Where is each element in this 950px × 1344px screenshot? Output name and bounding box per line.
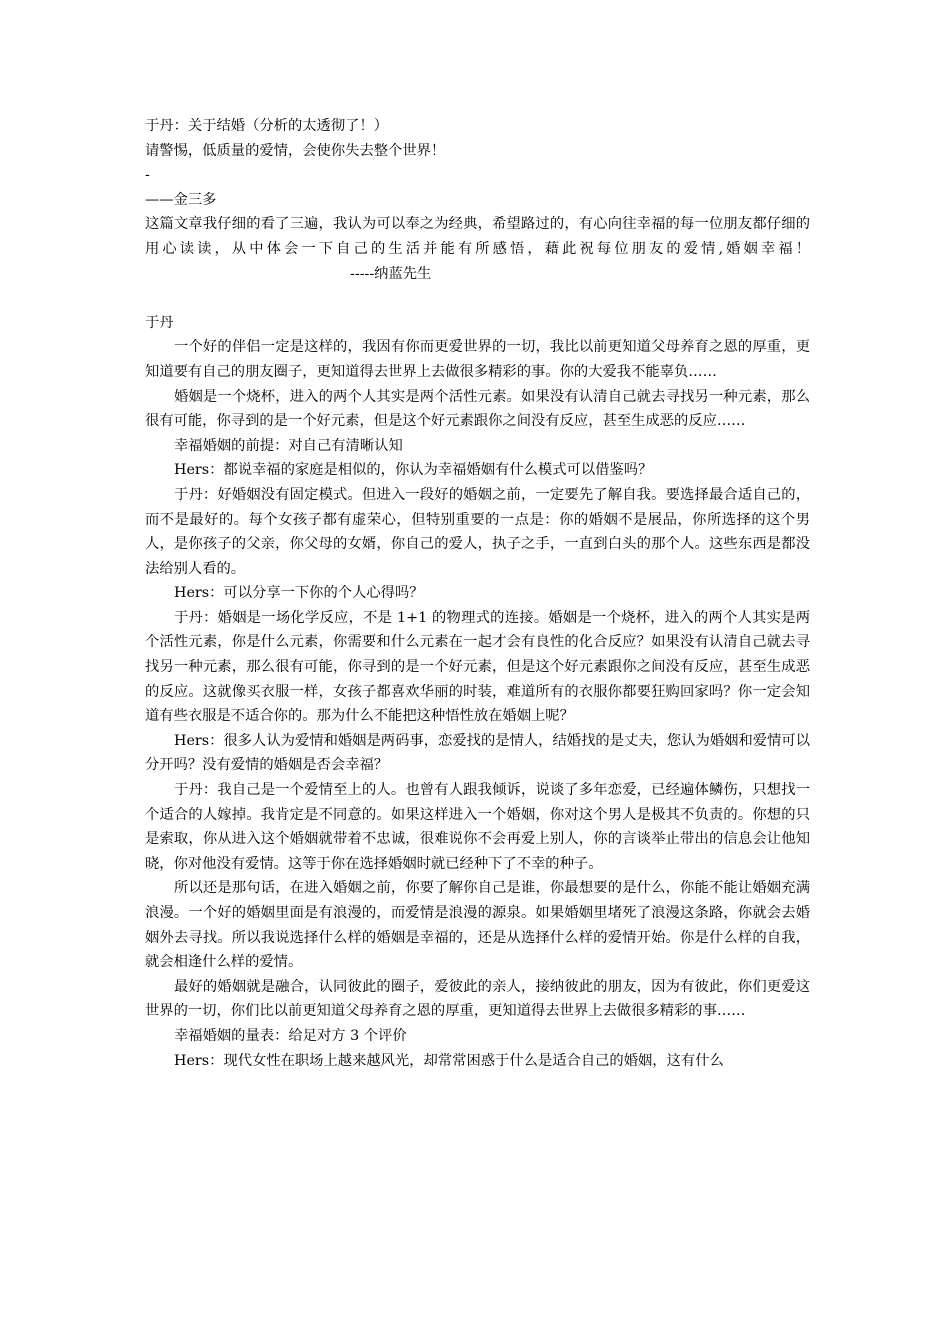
intro-paragraph <box>145 212 810 286</box>
body-paragraph: 最好的婚姻就是融合，认同彼此的圈子，爱彼此的亲人，接纳彼此的朋友，因为有彼此，你们更爱这世界的一切，你们比以前更知道父母养育之恩的厚重，更知道得去世界上去做很多精彩的事…… <box>145 978 810 1020</box>
answer-paragraph: 于丹：好婚姻没有固定模式。但进入一段好的婚姻之前，一定要先了解自我。要选择最合适自己的，而不是最好的。每个女孩子都有虚荣心，但特别重要的一点是：你的婚姻不是展品，你所选择的这个男人，是你孩子的父亲，你父母的女婿，你自己的爱人，执子之手，一直到白头的那个人。这些东西是都没法给别人看的。 <box>145 486 810 577</box>
intro-text: 这篇文章我仔细的看了三遍，我认为可以奉之为经典，希望路过的，有心向往幸福的每一位朋友都仔细的用心读读，从中体会一下自己的生活并能有所感悟，藉此祝每位朋友的爱情,婚姻幸福！ <box>145 216 810 257</box>
dash-line: - <box>145 167 150 184</box>
blank-line <box>145 286 810 311</box>
article-title: 于丹：关于结婚（分析的太透彻了！） <box>145 118 389 134</box>
document-page <box>145 114 810 1073</box>
intro-signature: -----纳蓝先生 <box>350 265 432 282</box>
warning-line: 请警惕，低质量的爱情，会使你失去整个世界！ <box>145 142 446 159</box>
question-paragraph: Hers：很多人认为爱情和婚姻是两码事，恋爱找的是情人，结婚找的是丈夫，您认为婚姻和爱情可以分开吗？没有爱情的婚姻是否会幸福？ <box>145 732 810 774</box>
section-name: 于丹 <box>145 314 174 331</box>
subheading: 幸福婚姻的前提：对自己有清晰认知 <box>174 437 403 454</box>
question-paragraph: Hers：都说幸福的家庭是相似的，你认为幸福婚姻有什么模式可以借鉴吗？ <box>174 462 653 479</box>
body-paragraph: 婚姻是一个烧杯，进入的两个人其实是两个活性元素。如果没有认清自己就去寻找另一种元素，那么很有可能，你寻到的是一个好元素，但是这个好元素跟你之间没有反应，甚至生成恶的反应…… <box>145 388 810 430</box>
question-paragraph: Hers：现代女性在职场上越来越风光，却常常困惑于什么是适合自己的婚姻，这有什么 <box>174 1052 724 1069</box>
body-paragraph: 所以还是那句话，在进入婚姻之前，你要了解你自己是谁，你最想要的是什么，你能不能让婚姻充满浪漫。一个好的婚姻里面是有浪漫的，而爱情是浪漫的源泉。如果婚姻里堵死了浪漫这条路，你就会去婚姻外去寻找。所以我说选择什么样的婚姻是幸福的，还是从选择什么样的爱情开始。你是什么样的自我，就会相逢什么样的爱情。 <box>145 880 810 971</box>
answer-paragraph: 于丹：我自己是一个爱情至上的人。也曾有人跟我倾诉，说谈了多年恋爱，已经遍体鳞伤，只想找一个适合的人嫁掉。我肯定是不同意的。如果这样进入一个婚姻，你对这个男人是极其不负责的。你想的只是索取，你从进入这个婚姻就带着不忠诚，很难说你不会再爱上别人，你的言谈举止带出的信息会让他知晓，你对他没有爱情。这等于你在选择婚姻时就已经种下了不幸的种子。 <box>145 782 810 872</box>
subheading: 幸福婚姻的量表：给足对方 3 个评价 <box>174 1027 407 1044</box>
question-paragraph: Hers：可以分享一下你的个人心得吗？ <box>174 585 424 602</box>
body-paragraph: 一个好的伴侣一定是这样的，我因有你而更爱世界的一切，我比以前更知道父母养育之恩的厚重，更知道要有自己的朋友圈子，更知道得去世界上去做很多精彩的事。你的大爱我不能辜负…… <box>145 339 810 380</box>
answer-paragraph: 于丹：婚姻是一场化学反应，不是 1+1 的物理式的连接。婚姻是一个烧杯，进入的两个人其实是两个活性元素，你是什么元素，你需要和什么元素在一起才会有良性的化合反应？如果没有认清自己就去寻找另一种元素，那么很有可能，你寻到的是一个好元素，但是这个好元素跟你之间没有反应，甚至生成恶的反应。这就像买衣服一样，女孩子都喜欢华丽的时装，难道所有的衣服你都要狂购回家吗？你一定会知道有些衣服是不适合你的。那为什么不能把这种悟性放在婚姻上呢？ <box>145 609 810 725</box>
author-line: ——金三多 <box>145 191 217 208</box>
